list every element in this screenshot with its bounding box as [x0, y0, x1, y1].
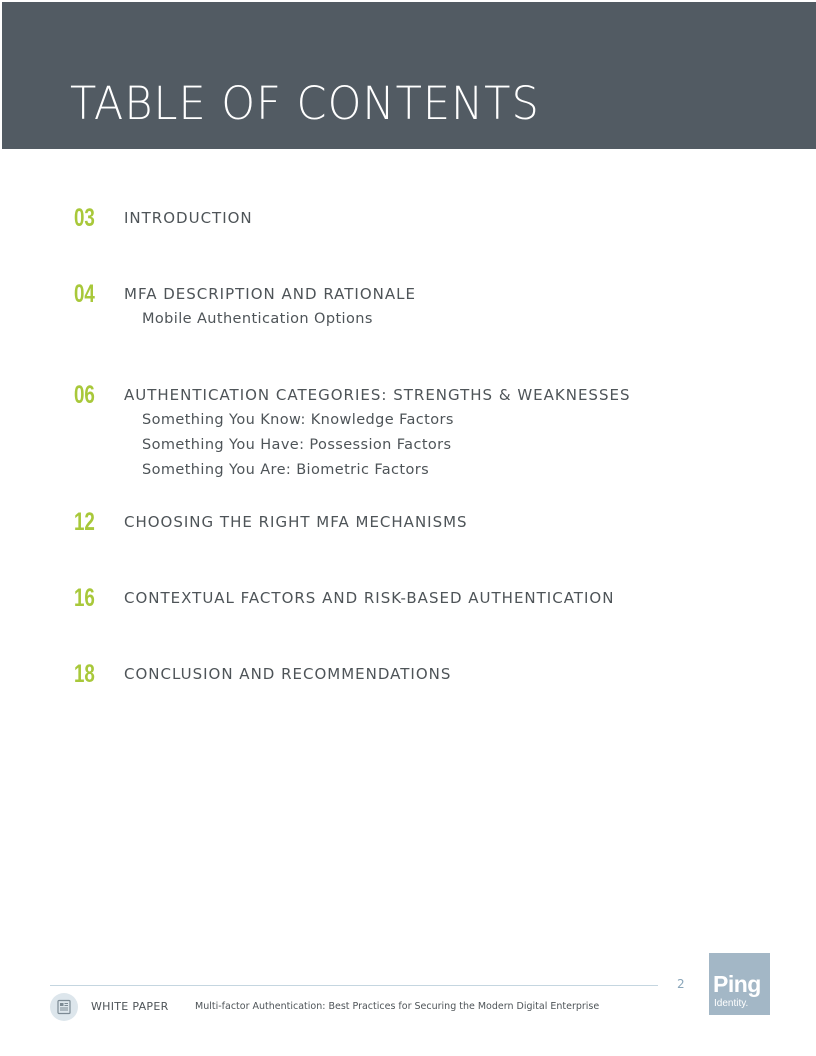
toc-page-number: 03 [74, 204, 95, 232]
toc-heading: AUTHENTICATION CATEGORIES: STRENGTHS & WEAKNESSES [124, 386, 631, 404]
toc-heading: CONTEXTUAL FACTORS AND RISK-BASED AUTHENTICATION [124, 589, 615, 607]
footer-rule [50, 985, 658, 986]
toc-page-number: 18 [74, 660, 95, 688]
toc-page-number: 06 [74, 381, 95, 409]
toc-subsection[interactable]: Something You Know: Knowledge Factors [142, 412, 454, 428]
logo-word: Ping [713, 971, 761, 997]
ping-identity-logo [709, 953, 770, 1015]
toc-heading: CONCLUSION AND RECOMMENDATIONS [124, 665, 452, 683]
logo-sub: Identity. [714, 998, 749, 1009]
toc-heading: MFA DESCRIPTION AND RATIONALE [124, 285, 416, 303]
footer-label: WHITE PAPER [91, 1000, 169, 1013]
toc-subsection[interactable]: Something You Have: Possession Factors [142, 437, 452, 453]
footer-description: Multi-factor Authentication: Best Practices for Securing the Modern Digital Enterprise [195, 1001, 600, 1012]
toc-heading: CHOOSING THE RIGHT MFA MECHANISMS [124, 513, 468, 531]
page-number: 2 [677, 977, 685, 991]
toc-subsection[interactable]: Something You Are: Biometric Factors [142, 462, 430, 478]
page-title: TABLE OF CONTENTS [70, 77, 540, 131]
toc-page-number: 12 [74, 508, 95, 536]
toc-page-number: 16 [74, 584, 95, 612]
toc-page-number: 04 [74, 280, 95, 308]
toc-subsection[interactable]: Mobile Authentication Options [142, 311, 373, 327]
document-icon [50, 993, 78, 1021]
toc-heading: INTRODUCTION [124, 209, 253, 227]
